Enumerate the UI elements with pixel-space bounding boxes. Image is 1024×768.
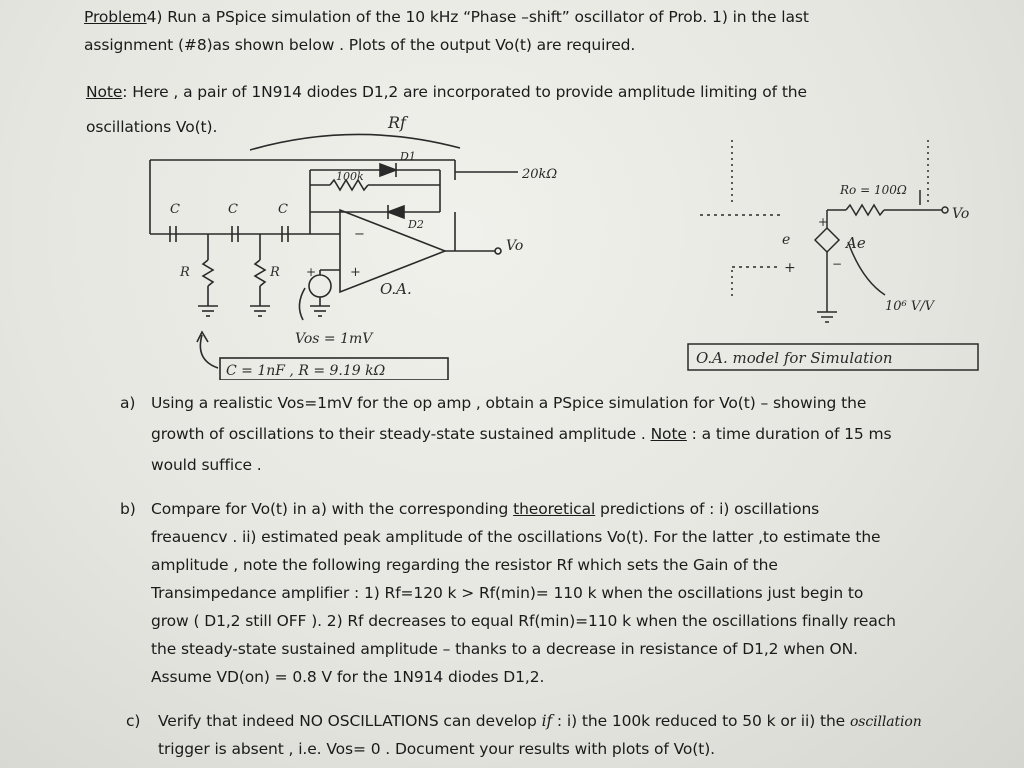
part-b-label: b) xyxy=(120,500,136,518)
op-amp-model-diagram xyxy=(680,130,990,380)
problem-text: Run a PSpice simulation of the 10 kHz “Phase –shift” oscillator of Prob. 1) in the last xyxy=(162,8,809,26)
part-a-line-3: would suffice . xyxy=(151,456,262,474)
part-c-if: if xyxy=(541,712,553,730)
note-text: : Here , a pair of 1N914 diodes D1,2 are incorporated to provide amplitude limiting of the xyxy=(122,83,807,101)
part-a-duration: : a time duration of 15 ms xyxy=(686,425,892,443)
part-b-line-7: Assume VD(on) = 0.8 V for the 1N914 diodes D1,2. xyxy=(151,668,545,686)
model-vo-label: Vo xyxy=(952,206,970,222)
model-caption: O.A. model for Simulation xyxy=(696,349,893,367)
r20k-label: 20kΩ xyxy=(522,167,558,182)
problem-line-1 xyxy=(84,8,809,26)
e-label: e xyxy=(782,232,791,248)
rf-arc xyxy=(250,134,460,150)
r100k-label: 100k xyxy=(336,170,364,183)
gain-label: 10⁶ V/V xyxy=(885,299,935,314)
ae-label: Ae xyxy=(846,234,866,252)
c1-label: C xyxy=(170,202,180,217)
diode-d1 xyxy=(380,164,396,176)
source-plus: + xyxy=(818,215,829,229)
r1-label: R xyxy=(180,265,190,280)
part-b-line-4: Transimpedance amplifier : 1) Rf=120 k > Rf(min)= 110 k when the oscillations just begin to xyxy=(151,584,864,602)
part-a-line-1: Using a realistic Vos=1mV for the op amp , obtain a PSpice simulation for Vo(t) – showing the xyxy=(151,394,867,412)
resistor-r1 xyxy=(203,260,213,286)
part-b-line-3: amplitude , note the following regarding the resistor Rf which sets the Gain of the xyxy=(151,556,778,574)
vos-label: Vos = 1mV xyxy=(295,331,373,347)
op-amp-minus: − xyxy=(354,227,365,242)
part-c-oscillation: oscillation xyxy=(849,714,922,730)
c2-label: C xyxy=(228,202,238,217)
oscillator-circuit-diagram xyxy=(140,110,610,380)
problem-label: Problem xyxy=(84,8,147,26)
oa-label: O.A. xyxy=(380,280,412,298)
part-c-text: Verify that indeed NO OSCILLATIONS can develop xyxy=(158,712,542,730)
r2-label: R xyxy=(270,265,280,280)
part-b-text: Compare for Vo(t) in a) with the corresponding xyxy=(151,500,514,518)
problem-line-2: assignment (#8)as shown below . Plots of the output Vo(t) are required. xyxy=(84,36,636,54)
values-box-text: C = 1nF , R = 9.19 kΩ xyxy=(226,363,386,379)
part-c-line-1 xyxy=(158,712,922,730)
c3-label: C xyxy=(278,202,288,217)
diode-d2 xyxy=(388,206,404,218)
part-c-line-2: trigger is absent , i.e. Vos= 0 . Document your results with plots of Vo(t). xyxy=(158,740,715,758)
part-a-line-2 xyxy=(151,425,891,443)
note-line-1 xyxy=(86,83,807,101)
op-amp-plus: + xyxy=(350,265,361,280)
part-b-line-6: the steady-state sustained amplitude – thanks to a decrease in resistance of D1,2 when ON. xyxy=(151,640,858,658)
dependent-source xyxy=(815,228,839,252)
part-a-label: a) xyxy=(120,394,136,412)
problem-number: 4) xyxy=(146,8,163,26)
rf-label: Rf xyxy=(388,113,406,132)
part-b-line-5: grow ( D1,2 still OFF ). 2) Rf decreases to equal Rf(min)=110 k when the oscillations finally reach xyxy=(151,612,896,630)
e-plus: + xyxy=(784,260,796,276)
resistor-r2 xyxy=(255,260,265,286)
part-b-line-1 xyxy=(151,500,819,518)
ro-label: Ro = 100Ω xyxy=(840,183,907,197)
part-b-theoretical: theoretical xyxy=(513,500,596,518)
part-a-note: Note xyxy=(650,425,687,443)
d2-label: D2 xyxy=(408,218,424,231)
part-b-line-2: freauencv . ii) estimated peak amplitude of the oscillations Vo(t). For the latter ,to estimate the xyxy=(151,528,881,546)
vos-plus: + xyxy=(306,265,317,279)
note-line-2: oscillations Vo(t). xyxy=(86,118,218,136)
d1-label: D1 xyxy=(400,150,416,163)
part-a-text: growth of oscillations to their steady-state sustained amplitude . xyxy=(151,425,651,443)
part-b-predictions: predictions of : i) oscillations xyxy=(595,500,820,518)
vo-label: Vo xyxy=(506,238,524,254)
source-minus: − xyxy=(832,257,843,271)
note-label: Note xyxy=(86,83,123,101)
part-c-label: c) xyxy=(126,712,141,730)
part-c-conditions: : i) the 100k reduced to 50 k or ii) the xyxy=(552,712,850,730)
resistor-ro xyxy=(846,205,884,215)
